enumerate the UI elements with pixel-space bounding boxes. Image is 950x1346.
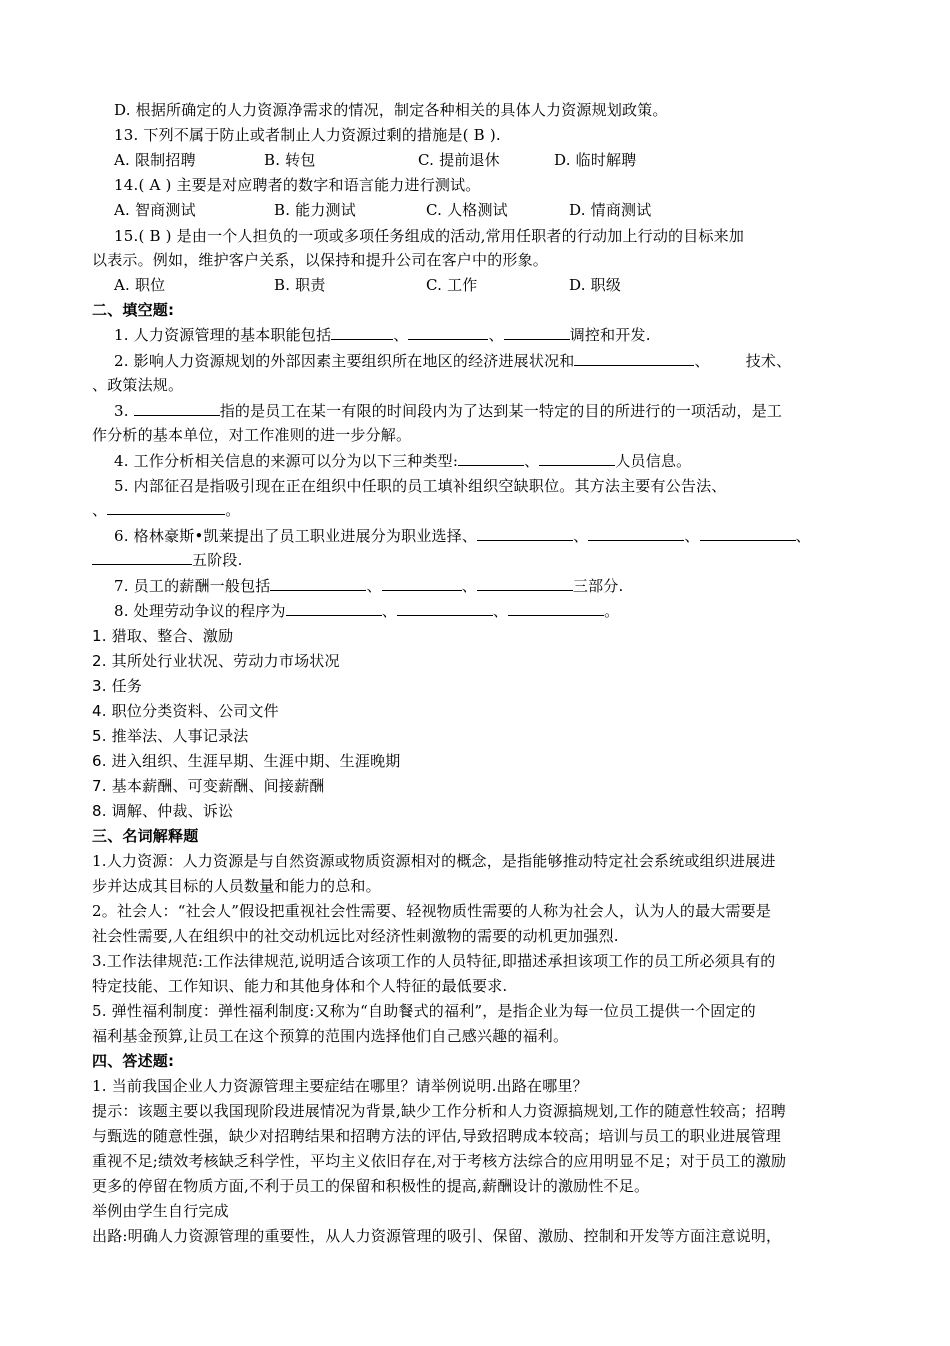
option-b: B. 转包 [264,151,316,169]
blank [134,401,220,416]
fill-item-2: 2. 影响人力资源规划的外部因素主要组织所在地区的经济进展状况和 、 技术、 [114,352,792,370]
fill-item-4: 4. 工作分析相关信息的来源可以分为以下三种类型: 、 人员信息。 [114,452,692,470]
question-13: 13. 下列不属于防止或者制止人力资源过剩的措施是( B ). [114,126,501,144]
question-15-options [114,275,864,295]
term-3-line-1: 3.工作法律规范:工作法律规范,说明适合该项工作的人员特征,即描述承担该项工作的员工所必须具有的 [92,952,776,970]
blank [92,550,192,565]
blank [382,576,462,591]
term-2-line-2: 社会性需要,人在组织中的社交动机远比对经济性刺激物的需要的动机更加强烈. [92,927,619,945]
fill-item-3: 3. 指的是员工在某一有限的时间段内为了达到某一特定的目的所进行的一项活动，是工 [114,402,783,420]
fill-item-1: 1. 人力资源管理的基本职能包括 、 、 调控和开发. [114,326,651,344]
term-1-line-2: 步并达成其目标的人员数量和能力的总和。 [92,877,381,895]
essay-hint-line-1: 提示：该题主要以我国现阶段进展情况为背景,缺少工作分析和人力资源搞规划,工作的随意性较高；招聘 [92,1102,786,1120]
essay-hint-line-3: 重视不足;绩效考核缺乏科学性，平均主义依旧存在,对于考核方法综合的应用明显不足；对于员工的激励 [92,1152,787,1170]
blank [286,601,382,616]
fill-item-8: 8. 处理劳动争议的程序为 、 、 。 [114,602,620,620]
blank [504,325,570,340]
blank [539,451,615,466]
blank [588,526,684,541]
option-c: C. 工作 [426,276,478,294]
fill-item-7: 7. 员工的薪酬一般包括 、 、 三部分. [114,577,624,595]
fill-item-5-cont: 、 。 [92,501,241,519]
term-2-line-1: 2。社会人：“社会人”假设把重视社会性需要、轻视物质性需要的人称为社会人，认为人的最大需要是 [92,902,772,920]
option-c: C. 人格测试 [426,201,508,219]
answer-3: 3. 任务 [92,677,143,695]
question-14: 14.( A ) 主要是对应聘者的数字和语言能力进行测试。 [114,176,481,194]
option-a: A. 职位 [114,276,166,294]
essay-example-line: 举例由学生自行完成 [92,1202,229,1220]
blank [331,325,393,340]
term-3-line-2: 特定技能、工作知识、能力和其他身体和个人特征的最低要求. [92,977,508,995]
option-d: D. 临时解聘 [554,151,637,169]
fill-item-6-cont: 五阶段. [92,550,864,570]
essay-solution-line: 出路:明确人力资源管理的重要性，从人力资源管理的吸引、保留、激励、控制和开发等方面注意说明， [92,1227,782,1245]
option-d: D. 情商测试 [569,201,652,219]
answer-8: 8. 调解、仲裁、诉讼 [92,802,234,820]
fill-item-3-cont: 作分析的基本单位，对工作准则的进一步分解。 [92,426,412,444]
question-13-options [114,150,864,170]
blank [270,576,366,591]
essay-hint-line-4: 更多的停留在物质方面,不利于员工的保留和积极性的提高,薪酬设计的激励性不足。 [92,1177,650,1195]
essay-hint-line-2: 与甄选的随意性强，缺少对招聘结果和招聘方法的评估,导致招聘成本较高；培训与员工的职业进展管理 [92,1127,781,1145]
answer-1: 1. 猎取、整合、激励 [92,627,234,645]
blank [477,576,573,591]
fill-item-6: 6. 格林豪斯•凯莱提出了员工职业进展分为职业选择、 、 、 、 [114,527,811,545]
term-5-line-1: 5. 弹性福利制度：弹性福利制度:又称为“自助餐式的福利”，是指企业为每一位员工提供一个固定的 [92,1002,756,1020]
option-b: B. 职责 [274,276,326,294]
section-heading-fill: 二、填空题: [92,301,175,319]
answer-5: 5. 推举法、人事记录法 [92,727,249,745]
option-c: C. 提前退休 [418,151,500,169]
question-15-line-1: 15.( B ) 是由一个人担负的一项或多项任务组成的活动,常用任职者的行动加上行动的目标来加 [114,227,745,245]
section-heading-essay: 四、答述题: [92,1052,175,1070]
question-14-options [114,200,864,220]
question-15-line-2: 以表示。例如，维护客户关系，以保持和提升公司在客户中的形象。 [92,251,549,269]
answer-4: 4. 职位分类资料、公司文件 [92,702,279,720]
term-5-line-2: 福利基金预算,让员工在这个预算的范围内选择他们自己感兴趣的福利。 [92,1027,569,1045]
blank [458,451,524,466]
answer-7: 7. 基本薪酬、可变薪酬、间接薪酬 [92,777,325,795]
essay-question-1: 1. 当前我国企业人力资源管理主要症结在哪里？请举例说明.出路在哪里？ [92,1077,588,1095]
option-a: A. 智商测试 [114,201,196,219]
term-1-line-1: 1.人力资源：人力资源是与自然资源或物质资源相对的概念，是指能够推动特定社会系统或组织进展进 [92,852,776,870]
blank [508,601,604,616]
blank [408,325,488,340]
blank [107,500,225,515]
option-a: A. 限制招聘 [114,151,196,169]
answer-2: 2. 其所处行业状况、劳动力市场状况 [92,652,340,670]
option-d: D. 职级 [569,276,622,294]
blank [477,526,573,541]
fill-item-5: 5. 内部征召是指吸引现在正在组织中任职的员工填补组织空缺职位。其方法主要有公告法、 [114,477,727,495]
fill-item-2-cont: 、政策法规。 [92,376,184,394]
mc-option-d-line: D. 根据所确定的人力资源净需求的情况，制定各种相关的具体人力资源规划政策。 [114,101,668,119]
blank [700,526,796,541]
section-heading-terms: 三、名词解释题 [92,827,199,845]
answer-6: 6. 进入组织、生涯早期、生涯中期、生涯晚期 [92,752,401,770]
blank [397,601,493,616]
option-b: B. 能力测试 [274,201,356,219]
blank [574,351,694,366]
